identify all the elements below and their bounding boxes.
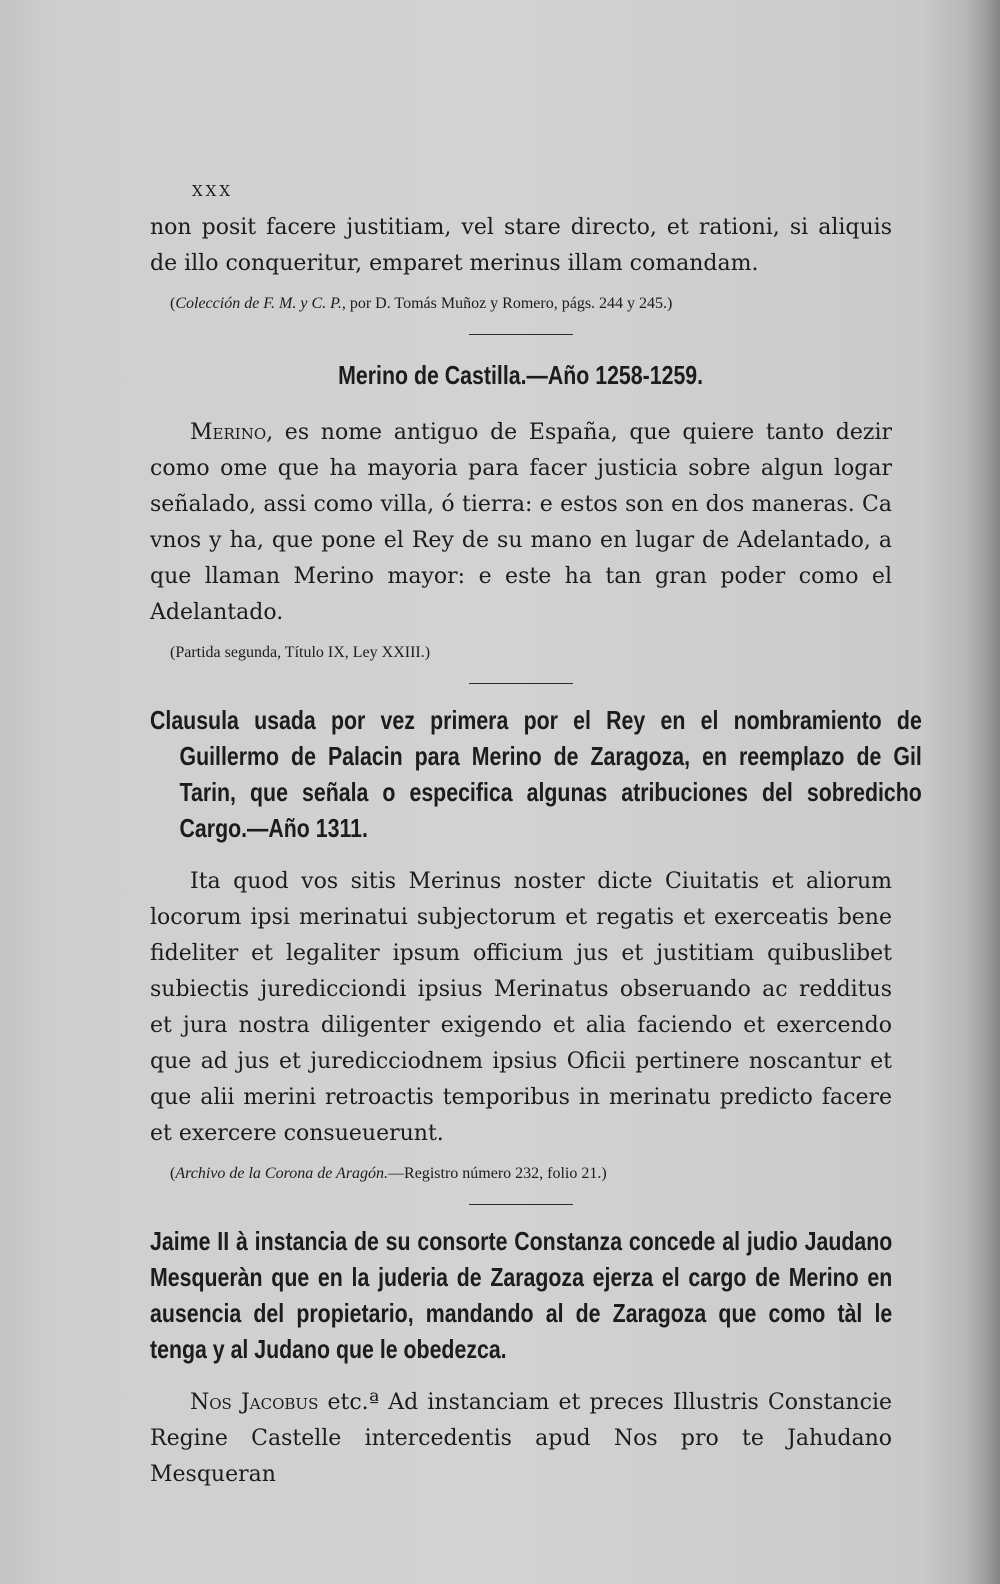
citation-archivo-title: Archivo de la Corona de Aragón. [175,1165,389,1182]
section-heading-clausula: Clausula usada por vez primera por el Rey en el nombramiento de Guillermo de Palacin para Merino de Zaragoza, en reemplazo de Gil Tarin, que señala o especifica algunas atribuciones del sobredicho Cargo.—Año 1311. [150,705,922,843]
partida-paragraph: Merino, es nome antiguo de España, que quiere tanto dezir como ome que ha mayoria para facer justicia sobre algun logar señalado, assi como villa, ó tierra: e estos son en dos maneras. Ca vnos y ha, que pone el Rey de su mano en lugar de Adelantado, a que llaman Merino mayor: e este ha tan gran poder como el Adelantado. [150,420,892,625]
continuation-paragraph: non posit facere justitiam, vel stare directo, et rationi, si aliquis de illo conqueritur, emparet merinus illam comandam. [150,215,892,276]
clausula-paragraph: Ita quod vos sitis Merinus noster dicte Ciuitatis et aliorum locorum ipsi merinatui subjectorum et regatis et exerceatis bene fideliter et legaliter ipsum officium jus et justitiam quibuslibet subiectis juredicciondi ipsius Merinatus obseruando ac redditus et jura nostra diligenter exigendo et alia faciendo et exercendo que ad jus et juredicciodnem ipsius Oficii pertinere noscantur et que alii merini retroactis temporibus in merinatu predicto facere et exercere consueuerunt. [150,869,892,1146]
section-heading-merino-castilla: Merino de Castilla.—Año 1258-1259. [338,360,704,390]
page-binding-shadow [966,0,1000,1584]
jacobus-paragraph: Nos Jacobus etc.ª Ad instanciam et preces Illustris Constancie Regine Castelle intercedentis apud Nos pro te Jahudano Mesqueran [150,1390,892,1487]
citation-collection: (Colección de F. M. y C. P., por D. Tomás Muñoz y Romero, págs. 244 y 245.) [170,295,673,312]
section-divider [469,334,573,335]
citation-partida: (Partida segunda, Título IX, Ley XXIII.) [170,644,431,661]
lead-word-merino: Merino [190,420,267,445]
section-divider [469,1204,573,1205]
citation-archivo: (Archivo de la Corona de Aragón.—Registro número 232, folio 21.) [170,1165,607,1182]
text-column [150,182,922,1493]
section-heading-jaime-ii: Jaime II à instancia de su consorte Constanza concede al judio Jaudano Mesqueràn que en la juderia de Zaragoza ejerza el cargo de Merino en ausencia del propietario, mandando al de Zaragoza que como tàl le tenga y al Judano que le obedezca. [150,1226,893,1364]
section-divider [469,683,573,684]
citation-collection-title: Colección de F. M. y C. P. [175,295,342,312]
lead-word-nos-jacobus: Nos Jacobus [190,1390,319,1415]
page-number: XXX [192,182,234,200]
